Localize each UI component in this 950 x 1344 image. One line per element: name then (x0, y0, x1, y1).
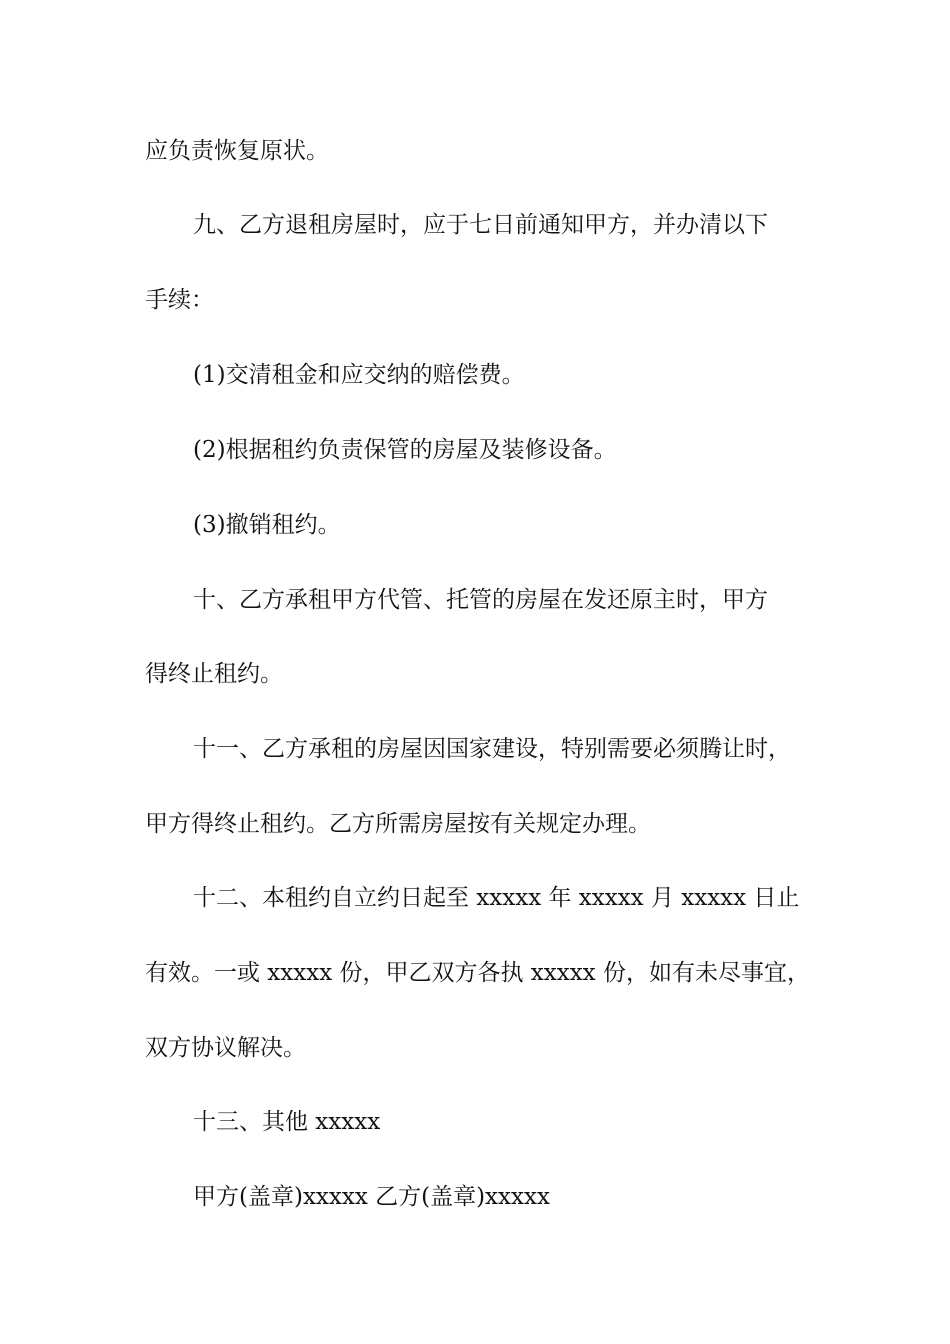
clause-13-line: 十三、其他 xxxxx (193, 1109, 381, 1135)
clause-11-line-2: 甲方得终止租约。乙方所需房屋按有关规定办理。 (145, 811, 651, 837)
clause-12-line-2: 有效。一或 xxxxx 份，甲乙双方各执 xxxxx 份，如有未尽事宜， (145, 960, 810, 986)
clause-12-line-1: 十二、本租约自立约日起至 xxxxx 年 xxxxx 月 xxxxx 日止 (193, 885, 800, 911)
clause-9-line-2: 手续： (145, 287, 214, 313)
clause-9-item-1: (1)交清租金和应交纳的赔偿费。 (193, 362, 525, 388)
clause-9-line-1: 九、乙方退租房屋时，应于七日前通知甲方，并办清以下 (193, 212, 768, 238)
clause-11-line-1: 十一、乙方承租的房屋因国家建设，特别需要必须腾让时， (193, 736, 791, 762)
signature-line: 甲方(盖章)xxxxx 乙方(盖章)xxxxx (193, 1184, 550, 1210)
clause-10-line-1: 十、乙方承租甲方代管、托管的房屋在发还原主时，甲方 (193, 587, 768, 613)
clause-12-line-3: 双方协议解决。 (145, 1035, 306, 1061)
clause-9-item-3: (3)撤销租约。 (193, 512, 341, 538)
clause-10-line-2: 得终止租约。 (145, 661, 283, 687)
clause-9-item-2: (2)根据租约负责保管的房屋及装修设备。 (193, 437, 617, 463)
paragraph-line-1: 应负责恢复原状。 (145, 138, 329, 164)
